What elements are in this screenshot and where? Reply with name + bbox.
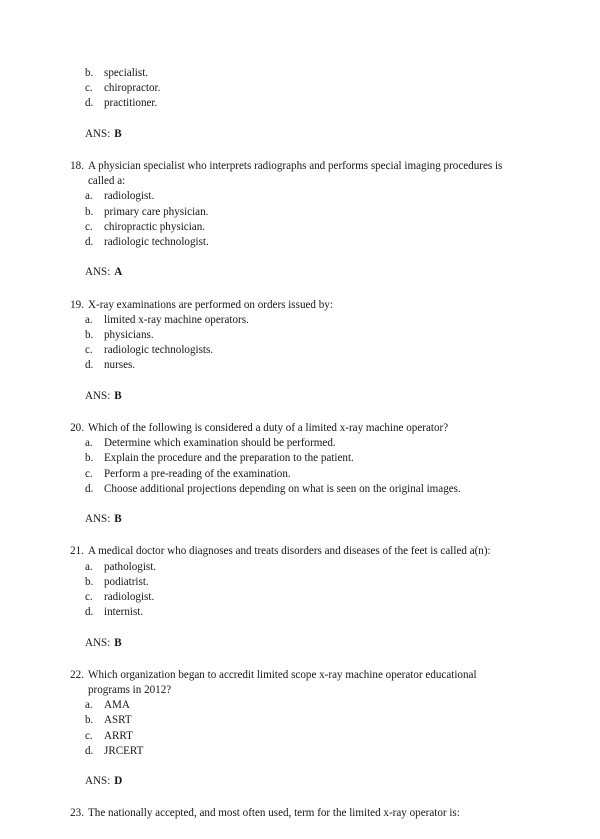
answer-option[interactable] [66,744,512,759]
option-text: Determine which examination should be performed. [104,437,336,450]
option-text: Perform a pre-reading of the examination. [104,467,291,480]
option-text: podiatrist. [104,575,149,588]
answer-line [66,774,512,789]
answer-option[interactable] [66,482,512,497]
answer-option[interactable] [66,605,512,620]
answer-option[interactable] [66,467,512,482]
option-text: chiropractic physician. [104,220,206,233]
question-line [66,421,512,436]
answer-value: B [114,389,122,402]
answer-option[interactable] [66,590,512,605]
answer-option[interactable] [66,313,512,328]
option-letter: d. [85,606,94,619]
question-line [66,298,512,313]
answer-label: ANS: [85,266,111,279]
option-letter: b. [85,575,94,588]
answer-option[interactable] [66,189,512,204]
option-text: nurses. [104,359,136,372]
answer-line [66,512,512,527]
answer-option[interactable] [66,328,512,343]
option-letter: d. [85,482,94,495]
option-letter: b. [85,329,94,342]
answer-line [66,265,512,280]
option-text: radiologic technologist. [104,236,209,249]
answer-label: ANS: [85,636,111,649]
option-text: radiologist. [104,591,155,604]
option-text: Explain the procedure and the preparation to the patient. [104,452,354,465]
answer-option[interactable] [66,451,512,466]
answer-option[interactable] [66,66,512,81]
option-text: pathologist. [104,560,157,573]
option-text: specialist. [104,67,149,79]
answer-option[interactable] [66,205,512,220]
option-letter: a. [85,699,93,712]
option-letter: d. [85,359,94,372]
answer-options [66,436,512,497]
answer-option[interactable] [66,235,512,250]
option-letter: b. [85,714,94,727]
question-text: A medical doctor who diagnoses and treats disorders and diseases of the feet is called a(n): [88,545,491,558]
answer-option[interactable] [66,358,512,373]
question-number: 23. [70,807,84,820]
question-number: 20. [70,422,84,435]
option-text: radiologist. [104,190,155,203]
option-letter: c. [85,220,93,233]
answer-options [66,313,512,374]
answer-line [66,636,512,651]
option-text: primary care physician. [104,205,209,218]
option-text: ASRT [104,714,132,727]
answer-value: B [114,636,122,649]
question-text: Which organization began to accredit limited scope x-ray machine operator educational programs in 2012? [88,668,477,697]
question-number: 19. [70,298,84,311]
option-text: AMA [104,699,130,712]
question-number: 18. [70,160,84,172]
answer-value: A [114,266,123,279]
answer-option[interactable] [66,343,512,358]
question-block [66,159,512,281]
answer-label: ANS: [85,775,111,788]
option-text: ARRT [104,729,133,742]
answer-option[interactable] [66,713,512,728]
answer-value: D [114,775,123,788]
answer-options [66,698,512,759]
answer-option[interactable] [66,220,512,235]
question-block [66,806,512,821]
question-line [66,159,512,189]
option-letter: a. [85,560,93,573]
option-letter: a. [85,190,93,203]
question-block [66,668,512,790]
option-letter: c. [85,82,93,95]
question-number: 22. [70,668,84,681]
question-text: Which of the following is considered a duty of a limited x-ray machine operator? [88,422,449,435]
answer-option[interactable] [66,96,512,111]
answer-line [66,389,512,404]
answer-option[interactable] [66,81,512,96]
option-text: physicians. [104,329,154,342]
option-text: chiropractor. [104,82,161,95]
option-letter: b. [85,205,94,218]
option-letter: c. [85,344,93,357]
option-text: JRCERT [104,744,144,757]
answer-option[interactable] [66,436,512,451]
option-letter: a. [85,313,93,326]
answer-value: B [114,127,122,140]
option-text: limited x-ray machine operators. [104,313,249,326]
question-text: A physician specialist who interprets radiographs and performs special imaging procedures is called a: [88,160,503,188]
question-line [66,806,512,821]
answer-options [66,189,512,250]
question-line [66,668,512,698]
option-letter: a. [85,437,93,450]
option-letter: d. [85,744,94,757]
answer-option[interactable] [66,560,512,575]
answer-option[interactable] [66,575,512,590]
answer-label: ANS: [85,127,111,140]
option-letter: c. [85,729,93,742]
option-letter: d. [85,97,94,110]
question-text: The nationally accepted, and most often used, term for the limited x-ray operator is: [88,807,460,820]
option-letter: c. [85,591,93,604]
option-letter: b. [85,452,94,465]
answer-option[interactable] [66,729,512,744]
answer-value: B [114,513,122,526]
answer-options [66,560,512,621]
question-block [66,66,512,142]
option-text: radiologic technologists. [104,344,214,357]
answer-options [66,66,512,112]
answer-line [66,127,512,142]
question-block [66,421,512,527]
question-list [66,66,512,839]
answer-label: ANS: [85,513,111,526]
option-text: Choose additional projections depending on what is seen on the original images. [104,482,461,495]
question-block [66,298,512,404]
question-text: X-ray examinations are performed on orders issued by: [88,298,333,311]
option-text: internist. [104,606,144,619]
question-block [66,544,512,650]
option-letter: c. [85,467,93,480]
option-letter: d. [85,236,94,249]
answer-label: ANS: [85,389,111,402]
question-line [66,544,512,559]
question-number: 21. [70,545,84,558]
option-text: practitioner. [104,97,158,110]
answer-option[interactable] [66,698,512,713]
option-letter: b. [85,67,94,79]
